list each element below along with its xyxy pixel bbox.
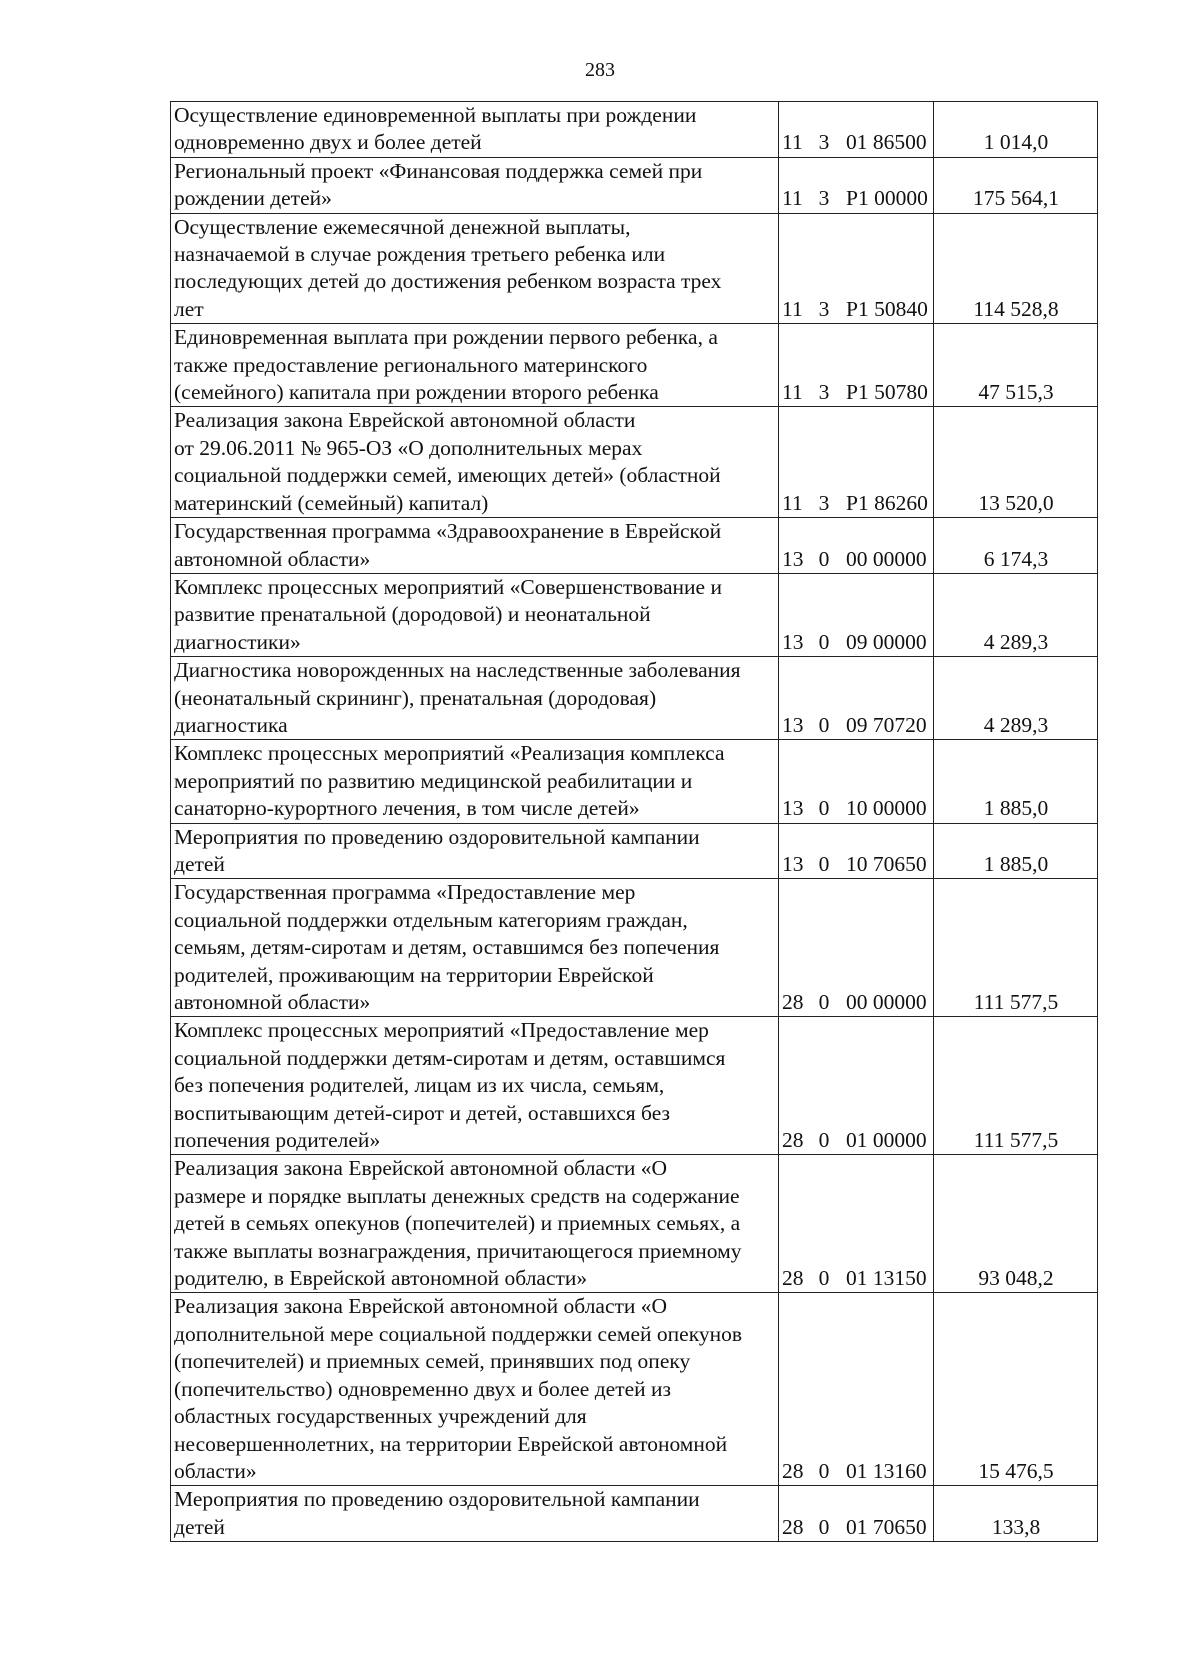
expense-item-name: Осуществление ежемесячной денежной выплаты, назначаемой в случае рождения третьего ребенка или последующих детей до достижения ребенком возраста трех лет <box>171 213 779 324</box>
amount-value: 93 048,2 <box>934 1155 1098 1293</box>
expense-item-name: Реализация закона Еврейской автономной области «О дополнительной мере социальной поддержки семей опекунов (попечителей) и приемных семей, принявших под опеку (попечительство) одновременно двух и более детей из областных государственных учреждений для несовершеннолетних, на территории Еврейской автономной области» <box>171 1293 779 1486</box>
code-subprogram: 0 <box>818 1266 830 1291</box>
target-article-code <box>779 879 934 1017</box>
code-direction: 10 00000 <box>846 796 927 821</box>
code-direction: 10 70650 <box>846 851 927 876</box>
target-article-code <box>779 157 934 213</box>
page-number: 283 <box>585 59 615 81</box>
target-article-code <box>779 213 934 324</box>
code-subprogram: 0 <box>818 1514 830 1539</box>
expense-item-name: Реализация закона Еврейской автономной области от 29.06.2011 № 965-ОЗ «О дополнительных мерах социальной поддержки семей, имеющих детей» (областной материнский (семейный) капитал) <box>171 407 779 518</box>
expense-item-name: Мероприятия по проведению оздоровительной кампании детей <box>171 823 779 879</box>
code-subprogram: 3 <box>818 186 830 211</box>
code-direction: 00 00000 <box>846 990 927 1014</box>
code-direction: 01 70650 <box>846 1514 927 1539</box>
amount-value: 133,8 <box>934 1486 1098 1542</box>
amount-value: 111 577,5 <box>934 1017 1098 1155</box>
code-direction: 01 86500 <box>846 130 927 155</box>
target-article-code <box>779 740 934 823</box>
code-subprogram: 0 <box>818 796 830 821</box>
code-direction: P1 50780 <box>846 380 928 405</box>
amount-value: 13 520,0 <box>934 407 1098 518</box>
code-program: 13 <box>782 546 804 571</box>
expense-item-name: Диагностика новорожденных на наследственные заболевания (неонатальный скрининг), пренатальная (дородовая) диагностика <box>171 657 779 740</box>
expense-item-name: Государственная программа «Предоставление мер социальной поддержки отдельным категориям граждан, семьям, детям-сиротам и детям, оставшимся без попечения родителей, проживающим на территории Еврейской автономной области» <box>171 879 779 1017</box>
code-direction: 09 00000 <box>846 629 927 654</box>
expense-item-name: Комплекс процессных мероприятий «Реализация комплекса мероприятий по развитию медицинской реабилитации и санаторно-курортного лечения, в том числе детей» <box>171 740 779 823</box>
code-program: 11 <box>782 186 803 211</box>
code-program: 13 <box>782 712 804 737</box>
code-subprogram: 3 <box>818 490 830 515</box>
budget-table-body <box>171 102 1098 1542</box>
code-program: 11 <box>782 296 803 321</box>
amount-value: 1 014,0 <box>934 102 1098 158</box>
amount-value: 111 577,5 <box>934 879 1098 1017</box>
amount-value: 15 476,5 <box>934 1293 1098 1486</box>
target-article-code <box>779 407 934 518</box>
amount-value: 47 515,3 <box>934 324 1098 407</box>
code-program: 28 <box>782 990 804 1014</box>
expense-item-name: Осуществление единовременной выплаты при рождении одновременно двух и более детей <box>171 102 779 158</box>
target-article-code <box>779 1155 934 1293</box>
code-program: 11 <box>782 130 803 155</box>
code-subprogram: 0 <box>818 1128 830 1153</box>
target-article-code <box>779 518 934 574</box>
table-row <box>171 573 1098 656</box>
table-row <box>171 1017 1098 1155</box>
target-article-code <box>779 573 934 656</box>
amount-value: 175 564,1 <box>934 157 1098 213</box>
code-subprogram: 0 <box>818 712 830 737</box>
code-subprogram: 0 <box>818 629 830 654</box>
code-direction: 01 13160 <box>846 1458 927 1483</box>
target-article-code <box>779 1293 934 1486</box>
expense-item-name: Реализация закона Еврейской автономной области «О размере и порядке выплаты денежных средств на содержание детей в семьях опекунов (попечителей) и приемных семьях, а также выплаты вознаграждения, причитающегося приемному родителю, в Еврейской автономной области» <box>171 1155 779 1293</box>
code-direction: P1 00000 <box>846 186 928 211</box>
code-program: 13 <box>782 796 804 821</box>
expense-item-name: Единовременная выплата при рождении первого ребенка, а также предоставление регионального материнского (семейного) капитала при рождении второго ребенка <box>171 324 779 407</box>
amount-value: 1 885,0 <box>934 823 1098 879</box>
code-program: 28 <box>782 1128 804 1153</box>
code-subprogram: 3 <box>818 296 830 321</box>
code-subprogram: 0 <box>818 546 830 571</box>
code-direction: 09 70720 <box>846 712 927 737</box>
code-subprogram: 0 <box>818 990 830 1014</box>
code-program: 28 <box>782 1514 804 1539</box>
target-article-code <box>779 1486 934 1542</box>
code-subprogram: 0 <box>818 851 830 876</box>
table-row <box>171 213 1098 324</box>
amount-value: 4 289,3 <box>934 657 1098 740</box>
expense-item-name: Государственная программа «Здравоохранение в Еврейской автономной области» <box>171 518 779 574</box>
expense-item-name: Региональный проект «Финансовая поддержка семей при рождении детей» <box>171 157 779 213</box>
code-program: 28 <box>782 1266 804 1291</box>
code-direction: P1 86260 <box>846 490 928 515</box>
table-row <box>171 324 1098 407</box>
expense-item-name: Комплекс процессных мероприятий «Предоставление мер социальной поддержки детям-сиротам и детям, оставшимся без попечения родителей, лицам из их числа, семьям, воспитывающим детей-сирот и детей, оставшихся без попечения родителей» <box>171 1017 779 1155</box>
table-row <box>171 102 1098 158</box>
code-subprogram: 0 <box>818 1458 830 1483</box>
table-row <box>171 1293 1098 1486</box>
table-row <box>171 657 1098 740</box>
code-subprogram: 3 <box>818 380 830 405</box>
code-direction: 01 00000 <box>846 1128 927 1153</box>
code-subprogram: 3 <box>818 130 830 155</box>
table-row <box>171 1486 1098 1542</box>
table-row <box>171 879 1098 1017</box>
budget-table <box>170 101 1098 1542</box>
expense-item-name: Мероприятия по проведению оздоровительной кампании детей <box>171 1486 779 1542</box>
amount-value: 114 528,8 <box>934 213 1098 324</box>
code-direction: 00 00000 <box>846 546 927 571</box>
table-row <box>171 157 1098 213</box>
code-program: 11 <box>782 490 803 515</box>
target-article-code <box>779 657 934 740</box>
code-program: 28 <box>782 1458 804 1483</box>
code-direction: P1 50840 <box>846 296 928 321</box>
table-row <box>171 740 1098 823</box>
code-program: 11 <box>782 380 803 405</box>
code-direction: 01 13150 <box>846 1266 927 1291</box>
amount-value: 1 885,0 <box>934 740 1098 823</box>
table-row <box>171 407 1098 518</box>
table-row <box>171 823 1098 879</box>
target-article-code <box>779 1017 934 1155</box>
code-program: 13 <box>782 629 804 654</box>
code-program: 13 <box>782 851 804 876</box>
table-row <box>171 1155 1098 1293</box>
expense-item-name: Комплекс процессных мероприятий «Совершенствование и развитие пренатальной (дородовой) и неонатальной диагностики» <box>171 573 779 656</box>
table-row <box>171 518 1098 574</box>
target-article-code <box>779 102 934 158</box>
amount-value: 4 289,3 <box>934 573 1098 656</box>
target-article-code <box>779 823 934 879</box>
target-article-code <box>779 324 934 407</box>
amount-value: 6 174,3 <box>934 518 1098 574</box>
